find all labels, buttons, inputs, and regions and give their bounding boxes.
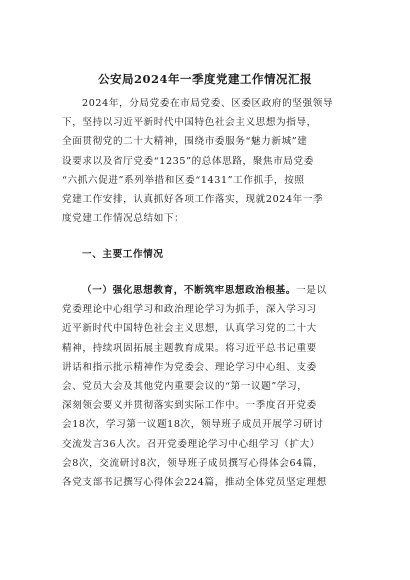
paragraph-line: 设要求以及省厅党委“1235”的总体思路，聚焦市局党委	[62, 155, 314, 167]
document-title: 公安局2024年一季度党建工作情况汇报	[97, 72, 312, 86]
paragraph-line: 讲话和指示批示精神作为党委会、理论学习中心组、支委	[62, 361, 317, 373]
subsection-paragraph	[62, 281, 350, 492]
paragraph-line: 2024年，分局党委在市局党委、区委区政府的坚强领导	[82, 98, 334, 109]
paragraph-line: 全面贯彻党的二十大精神，围绕市委服务“魅力新城”建	[62, 136, 308, 148]
paragraph-line: 精神，持续巩固拓展主题教育成果。将习近平总书记重要	[62, 342, 317, 354]
section-heading-block	[62, 245, 350, 264]
paragraph-line: 党委理论中心组学习和政治理论学习为抓手，深入学习习	[62, 304, 317, 316]
paragraph-line: 深刻领会要义并贯彻落实到实际工作中。一季度召开党委	[62, 400, 317, 412]
intro-paragraph	[62, 94, 350, 228]
paragraph-line: 会8次，交流研讨8次，领导班子成员撰写心得体会64篇，	[62, 457, 324, 469]
paragraph-line: 交流发言36人次。召开党委理论学习中心组学习（扩大）	[62, 438, 321, 450]
subsection-lead-text: 一是以	[296, 285, 327, 296]
paragraph-line: “六抓六促进”系列举措和区委“1431”工作抓手，按照	[62, 174, 305, 186]
section-heading: 一、主要工作情况	[82, 249, 164, 260]
paragraph-line: 度党建工作情况总结如下：	[62, 213, 185, 225]
paragraph-line: 会18次，学习第一议题18次，领导班子成员开展学习研讨	[62, 419, 324, 431]
subsection-heading: （一）强化思想教育，不断筑牢思想政治根基。	[82, 285, 297, 296]
paragraph-line	[62, 281, 350, 300]
paragraph-line: 各党支部书记撰写心得体会224篇，推动全体党员坚定理想	[62, 476, 327, 488]
paragraph-line: 党建工作安排，认真抓好各项工作落实，现就2024年一季	[62, 193, 324, 205]
paragraph-line: 下，坚持以习近平新时代中国特色社会主义思想为指导，	[62, 117, 317, 129]
paragraph-line: 近平新时代中国特色社会主义思想，认真学习党的二十大	[62, 323, 317, 335]
paragraph-line: 会、党员大会及其他党内重要会议的“第一议题”学习，	[62, 380, 308, 392]
